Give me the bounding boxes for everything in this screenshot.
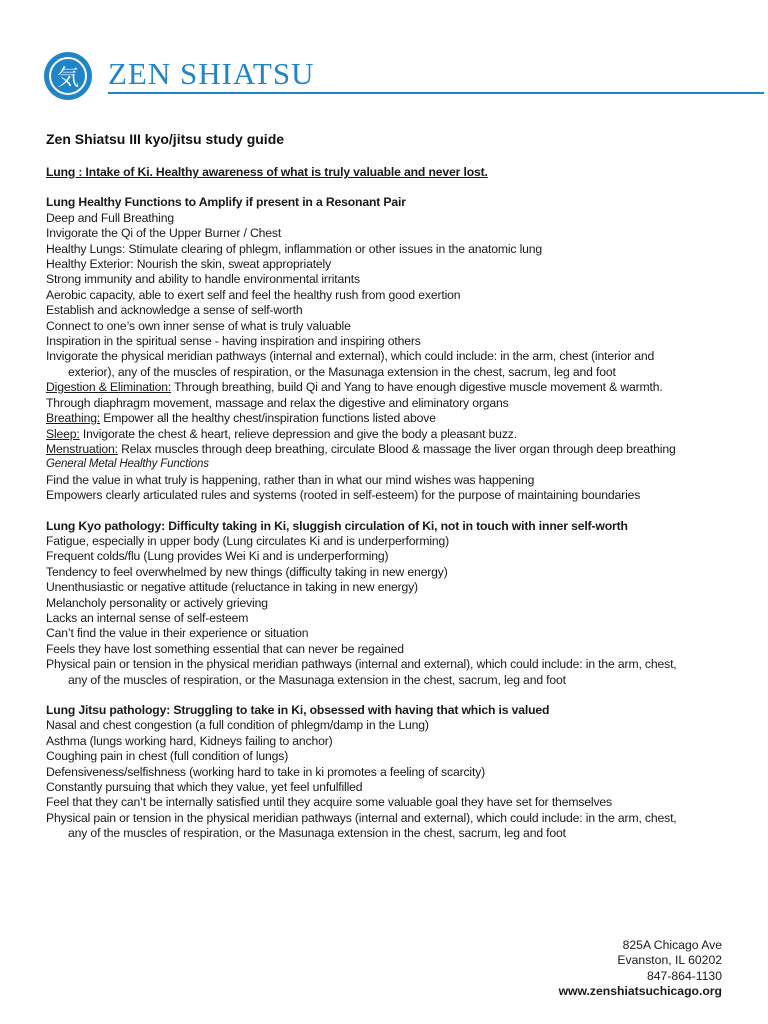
- list-item: Healthy Lungs: Stimulate clearing of phlegm, inflammation or other issues in the anatomic lung: [46, 241, 543, 256]
- zen-shiatsu-logo: [44, 52, 92, 100]
- list-item: Coughing pain in chest (full condition of lungs): [46, 749, 289, 764]
- website-link[interactable]: www.zenshiatsuchicago.org: [558, 984, 722, 999]
- list-item: Tendency to feel overwhelmed by new things (difficulty taking in new energy): [46, 564, 448, 579]
- header-rule: [108, 92, 764, 94]
- list-item: Invigorate the physical meridian pathways (internal and external), which could include: in the arm, chest (interior and: [46, 349, 655, 364]
- list-item-sleep: [46, 427, 736, 442]
- healthy-heading: Lung Healthy Functions to Amplify if present in a Resonant Pair: [46, 195, 406, 210]
- kyo-section: [46, 519, 736, 688]
- item-label: Breathing:: [46, 411, 101, 426]
- page-header: [44, 52, 724, 108]
- jitsu-heading: Lung Jitsu pathology: Struggling to take in Ki, obsessed with having that which is valued: [46, 703, 550, 717]
- list-item: Connect to one’s own inner sense of what is truly valuable: [46, 318, 351, 333]
- list-item: Melancholy personality or actively grieving: [46, 595, 268, 610]
- list-item: Unenthusiastic or negative attitude (reluctance in taking in new energy): [46, 580, 418, 595]
- kyo-heading: Lung Kyo pathology: Difficulty taking in Ki, sluggish circulation of Ki, not in touch with inner self-worth: [46, 518, 628, 533]
- item-text: Through diaphragm movement, massage and relax the digestive and eliminatory organs: [46, 395, 509, 410]
- list-item: Frequent colds/flu (Lung provides Wei Ki and is underperforming): [46, 549, 389, 564]
- list-item-continuation: any of the muscles of respiration, or the Masunaga extension in the chest, sacrum, leg and foot: [68, 826, 566, 841]
- metal-heading: General Metal Healthy Functions: [46, 458, 209, 471]
- list-item: Find the value in what truly is happening, rather than in what our mind wishes was happening: [46, 472, 535, 487]
- list-item: Aerobic capacity, able to exert self and feel the healthy rush from good exertion: [46, 287, 461, 302]
- item-label: Digestion & Elimination:: [46, 380, 172, 395]
- city-address: Evanston, IL 60202: [617, 953, 722, 968]
- list-item: Lacks an internal sense of self-esteem: [46, 610, 249, 625]
- study-guide-content: [46, 165, 736, 842]
- jitsu-section: [46, 703, 736, 842]
- phone-number: 847-864-1130: [647, 968, 722, 983]
- contact-footer: [559, 938, 722, 1000]
- list-item: Feel that they can’t be internally satisfied until they acquire some valuable goal they have set for themselves: [46, 795, 612, 810]
- list-item: Empowers clearly articulated rules and systems (rooted in self-esteem) for the purpose of maintaining boundaries: [46, 488, 641, 503]
- healthy-functions-section: [46, 195, 736, 503]
- ki-symbol-icon: 気: [49, 57, 87, 95]
- list-item: Physical pain or tension in the physical meridian pathways (internal and external), which could include: in the arm, chest,: [46, 657, 677, 672]
- item-label: Menstruation:: [46, 441, 118, 456]
- brand-name: ZEN SHIATSU: [108, 56, 315, 91]
- list-item: Defensiveness/selfishness (working hard to take in ki promotes a feeling of scarcity): [46, 764, 486, 779]
- list-item: Strong immunity and ability to handle environmental irritants: [46, 272, 360, 287]
- list-item: Feels they have lost something essential that can never be regained: [46, 641, 404, 656]
- list-item: Fatigue, especially in upper body (Lung circulates Ki and is underperforming): [46, 533, 450, 548]
- list-item-menstruation: [46, 442, 736, 457]
- item-text: Invigorate the chest & heart, relieve depression and give the body a pleasant buzz.: [79, 426, 517, 441]
- list-item-breathing: [46, 411, 736, 426]
- lung-heading: Lung : Intake of Ki. Healthy awareness of what is truly valuable and never lost.: [46, 165, 488, 179]
- list-item: Healthy Exterior: Nourish the skin, sweat appropriately: [46, 257, 332, 272]
- list-item: Invigorate the Qi of the Upper Burner / Chest: [46, 226, 282, 241]
- list-item: [46, 396, 736, 411]
- document-title: Zen Shiatsu III kyo/jitsu study guide: [46, 131, 285, 147]
- street-address: 825A Chicago Ave: [622, 938, 722, 952]
- list-item: Can’t find the value in their experience or situation: [46, 626, 309, 641]
- item-label: Sleep:: [46, 426, 80, 441]
- item-text: Through breathing, build Qi and Yang to have enough digestive muscle movement & warmth.: [171, 380, 663, 395]
- item-text: Empower all the healthy chest/inspiration functions listed above: [100, 411, 436, 426]
- list-item: Establish and acknowledge a sense of self-worth: [46, 303, 303, 318]
- list-item-digestion: [46, 380, 736, 395]
- list-item: Physical pain or tension in the physical meridian pathways (internal and external), which could include: in the arm, chest,: [46, 810, 677, 825]
- list-item: Asthma (lungs working hard, Kidneys failing to anchor): [46, 733, 333, 748]
- list-item: Deep and Full Breathing: [46, 210, 174, 225]
- list-item-continuation: exterior), any of the muscles of respiration, or the Masunaga extension in the chest, sacrum, leg and foot: [68, 364, 616, 379]
- list-item: Nasal and chest congestion (a full condition of phlegm/damp in the Lung): [46, 718, 429, 733]
- list-item-continuation: any of the muscles of respiration, or the Masunaga extension in the chest, sacrum, leg and foot: [68, 672, 566, 687]
- list-item: Inspiration in the spiritual sense - having inspiration and inspiring others: [46, 334, 421, 349]
- list-item: Constantly pursuing that which they value, yet feel unfulfilled: [46, 780, 363, 795]
- item-text: Relax muscles through deep breathing, circulate Blood & massage the liver organ through deep breathing: [117, 441, 676, 456]
